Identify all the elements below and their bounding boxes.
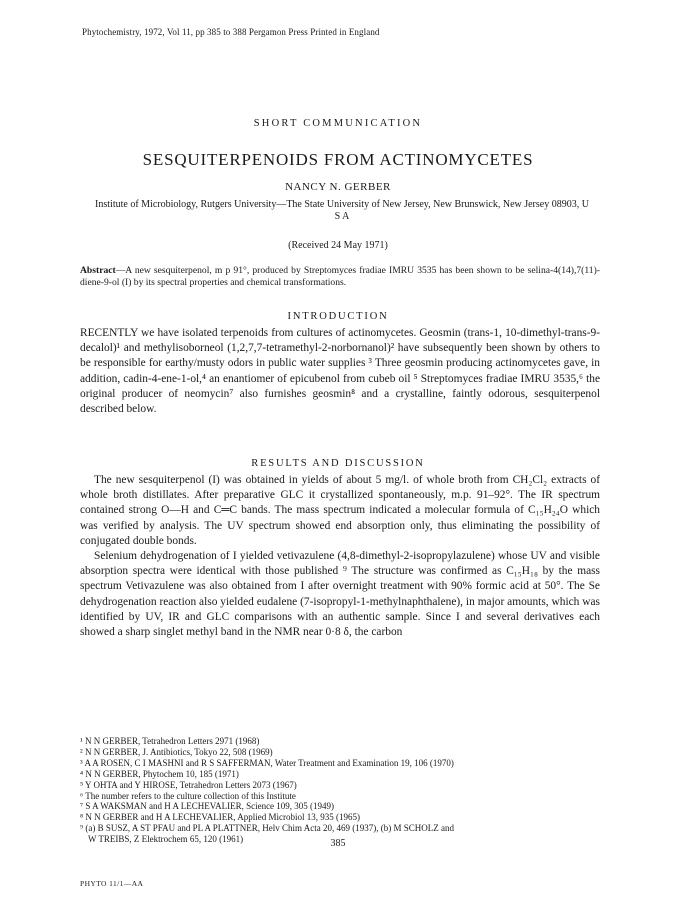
footer-code: PHYTO 11/1—AA xyxy=(80,879,144,888)
footnote: ¹ N N GERBER, Tetrahedron Letters 2971 (1968) xyxy=(80,736,260,746)
footnote-continuation: W TREIBS, Z Elektrochem 65, 120 (1961) xyxy=(88,834,244,845)
footnote: ⁵ Y OHTA and Y HIROSE, Tetrahedron Letters 2073 (1967) xyxy=(80,779,297,790)
results-heading: RESULTS AND DISCUSSION xyxy=(251,458,425,469)
introduction-body xyxy=(80,326,600,417)
results-paragraph-1: The new sesquiterpenol (I) was obtained in yields of about 5 mg/l. of whole broth from CH₂Cl₂ extracts of whole broth distillates. After preparative GLC it crystallized spontaneously, m.p. 91–92°. The IR spectrum contained strong O—H and C═C bands. The mass spectrum indicated a molecular formula of C₁₅H₂₄O which was verified by analysis. The UV spectrum showed end absorption only, thus eliminating the possibility of conjugated double bonds. xyxy=(80,474,600,547)
footnote: ³ A A ROSEN, C I MASHNI and R S SAFFERMAN, Water Treatment and Examination 19, 106 (1970) xyxy=(80,757,454,768)
introduction-heading: INTRODUCTION xyxy=(287,311,389,322)
abstract-text: —A new sesquiterpenol, m p 91°, produced by Streptomyces fradiae IMRU 3535 has been shown to be selina-4(14),7(11)-diene-9-ol (I) by its spectral properties and chemical transformations. xyxy=(80,265,600,288)
results-paragraph-2: Selenium dehydrogenation of I yielded vetivazulene (4,8-dimethyl-2-isopropylazulene) whose UV and visible absorption spectra were identical with those published ⁹ The structure was confirmed as C₁₅H₁₈ by the mass spectrum Vetivazulene was also obtained from I after overnight treatment with 90% formic acid at 50°. The Se dehydrogenation reaction also yielded eudalene (7-isopropyl-1-methylnaphthalene), in major amounts, which was identified by UV, IR and GLC comparisons with an authentic sample. Since I and several derivatives each showed a sharp singlet methyl band in the NMR near 0·8 δ, the carbon xyxy=(80,550,600,639)
abstract xyxy=(80,265,600,289)
page-number: 385 xyxy=(330,838,346,849)
running-header: Phytochemistry, 1972, Vol 11, pp 385 to 388 Pergamon Press Printed in England xyxy=(82,27,380,37)
results-body xyxy=(80,473,600,640)
author-affiliation: Institute of Microbiology, Rutgers University—The State University of New Jersey, New Brunswick, New Jersey 08903, U S A xyxy=(95,199,589,222)
footnote: ⁹ (a) B SUSZ, A ST PFAU and PL A PLATTNER, Helv Chim Acta 20, 469 (1937), (b) M SCHOLZ and xyxy=(80,823,454,834)
footnotes xyxy=(80,736,600,845)
received-date: (Received 24 May 1971) xyxy=(288,240,388,251)
introduction-paragraph: RECENTLY we have isolated terpenoids from cultures of actinomycetes. Geosmin (trans-1, 10-dimethyl-trans-9-decalol)¹ and methylisoborneol (1,2,7,7-tetramethyl-2-norbornanol)² have subsequently been shown by others to be responsible for earthy/musty odors in public water supplies ³ Three geosmin producing actinomycetes gave, in addition, cadin-4-ene-1-ol,⁴ an enantiomer of epicubenol from cubeb oil ⁵ Streptomyces fradiae IMRU 3535,⁶ the original producer of neomycin⁷ also furnishes geosmin⁸ and a crystalline, faintly odorous, sesquiterpenol described below. xyxy=(80,327,600,416)
footnote: ⁶ The number refers to the culture collection of this Institute xyxy=(80,790,296,801)
author-name: NANCY N. GERBER xyxy=(285,181,391,193)
footnote: ⁸ N N GERBER and H A LECHEVALIER, Applied Microbiol 13, 935 (1965) xyxy=(80,812,360,823)
abstract-label: Abstract xyxy=(80,265,116,276)
section-label: SHORT COMMUNICATION xyxy=(253,118,423,129)
footnote: ⁴ N N GERBER, Phytochem 10, 185 (1971) xyxy=(80,768,239,779)
footnote: ² N N GERBER, J. Antibiotics, Tokyo 22, 508 (1969) xyxy=(80,746,273,757)
article-title: SESQUITERPENOIDS FROM ACTINOMYCETES xyxy=(142,150,534,169)
footnote: ⁷ S A WAKSMAN and H A LECHEVALIER, Science 109, 305 (1949) xyxy=(80,801,335,812)
